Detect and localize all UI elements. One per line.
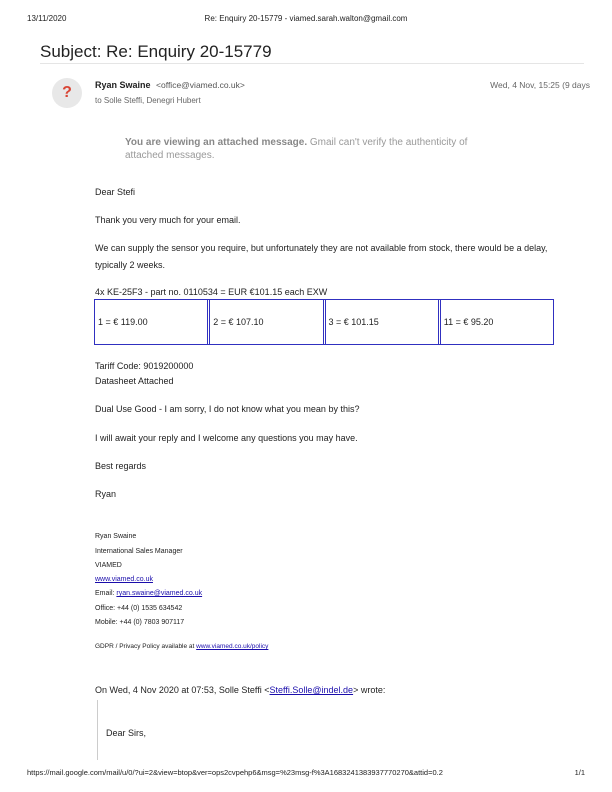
supply-text-2: typically 2 weeks. <box>95 260 166 270</box>
dual-use-text: Dual Use Good - I am sorry, I do not know what you mean by this? <box>95 404 360 414</box>
notice-text: Gmail can't verify the authenticity of attached messages. <box>125 137 468 161</box>
quote-bar <box>97 700 98 760</box>
price-cell: 11 = € 95.20 <box>440 300 553 344</box>
quote-sender-link[interactable]: Steffi.Solle@indel.de <box>269 685 354 695</box>
signature-email <box>95 590 202 597</box>
quote-header <box>95 685 385 695</box>
attached-message-notice <box>125 136 505 162</box>
print-footer-url: https://mail.google.com/mail/u/0/?ui=2&view=btop&ver=ops2cvpehp6&msg=%23msg-f%3A1683241383937770270&attid=0.2 <box>27 768 443 777</box>
page-number: 1/1 <box>574 768 585 777</box>
subject-divider <box>40 63 584 64</box>
sign-off-name: Ryan <box>95 489 117 499</box>
policy-link[interactable]: www.viamed.co.uk/policy <box>196 643 269 650</box>
print-title: Re: Enquiry 20-15779 - viamed.sarah.walton@gmail.com <box>204 14 408 23</box>
datasheet-note: Datasheet Attached <box>95 376 174 386</box>
unknown-sender-icon: ? <box>62 84 72 101</box>
notice-bold: You are viewing an attached message. <box>125 137 308 148</box>
signature-website <box>95 576 153 583</box>
price-cell: 1 = € 119.00 <box>95 300 208 344</box>
sender-name[interactable]: Ryan Swaine <box>95 80 151 90</box>
price-cell: 2 = € 107.10 <box>209 300 323 344</box>
regards-text: Best regards <box>95 461 147 471</box>
quote-header-end: > wrote: <box>353 685 386 695</box>
part-line: 4x KE-25F3 - part no. 0110534 = EUR €101.15 each EXW <box>95 287 328 297</box>
website-link[interactable]: www.viamed.co.uk <box>95 576 153 583</box>
supply-text-1: We can supply the sensor you require, but unfortunately they are not available from stock, there would be a delay, <box>95 243 548 253</box>
price-table <box>94 299 554 345</box>
thanks-text: Thank you very much for your email. <box>95 215 241 225</box>
signature-office: Office: +44 (0) 1535 634542 <box>95 605 183 612</box>
gdpr-line <box>95 643 268 650</box>
sender-line <box>95 80 245 90</box>
signature-company: VIAMED <box>95 562 122 569</box>
gdpr-label: GDPR / Privacy Policy available at <box>95 643 197 650</box>
print-date: 13/11/2020 <box>27 14 67 23</box>
greeting: Dear Stefi <box>95 187 136 197</box>
tariff-code: Tariff Code: 9019200000 <box>95 361 194 371</box>
email-subject: Subject: Re: Enquiry 20-15779 <box>40 42 272 61</box>
quote-header-text: On Wed, 4 Nov 2020 at 07:53, Solle Steffi < <box>95 685 270 695</box>
price-cell: 3 = € 101.15 <box>325 300 439 344</box>
email-label: Email: <box>95 590 117 597</box>
sender-email: <office@viamed.co.uk> <box>156 80 245 90</box>
recipients[interactable]: to Solle Steffi, Denegri Hubert <box>95 96 201 105</box>
signature-title: International Sales Manager <box>95 548 183 555</box>
signature-name: Ryan Swaine <box>95 533 137 540</box>
message-date: Wed, 4 Nov, 15:25 (9 days <box>490 80 590 90</box>
await-text: I will await your reply and I welcome any questions you may have. <box>95 433 358 443</box>
email-link[interactable]: ryan.swaine@viamed.co.uk <box>116 590 203 597</box>
avatar <box>52 78 82 108</box>
signature-mobile: Mobile: +44 (0) 7803 907117 <box>95 619 185 626</box>
quoted-greeting: Dear Sirs, <box>106 728 147 738</box>
